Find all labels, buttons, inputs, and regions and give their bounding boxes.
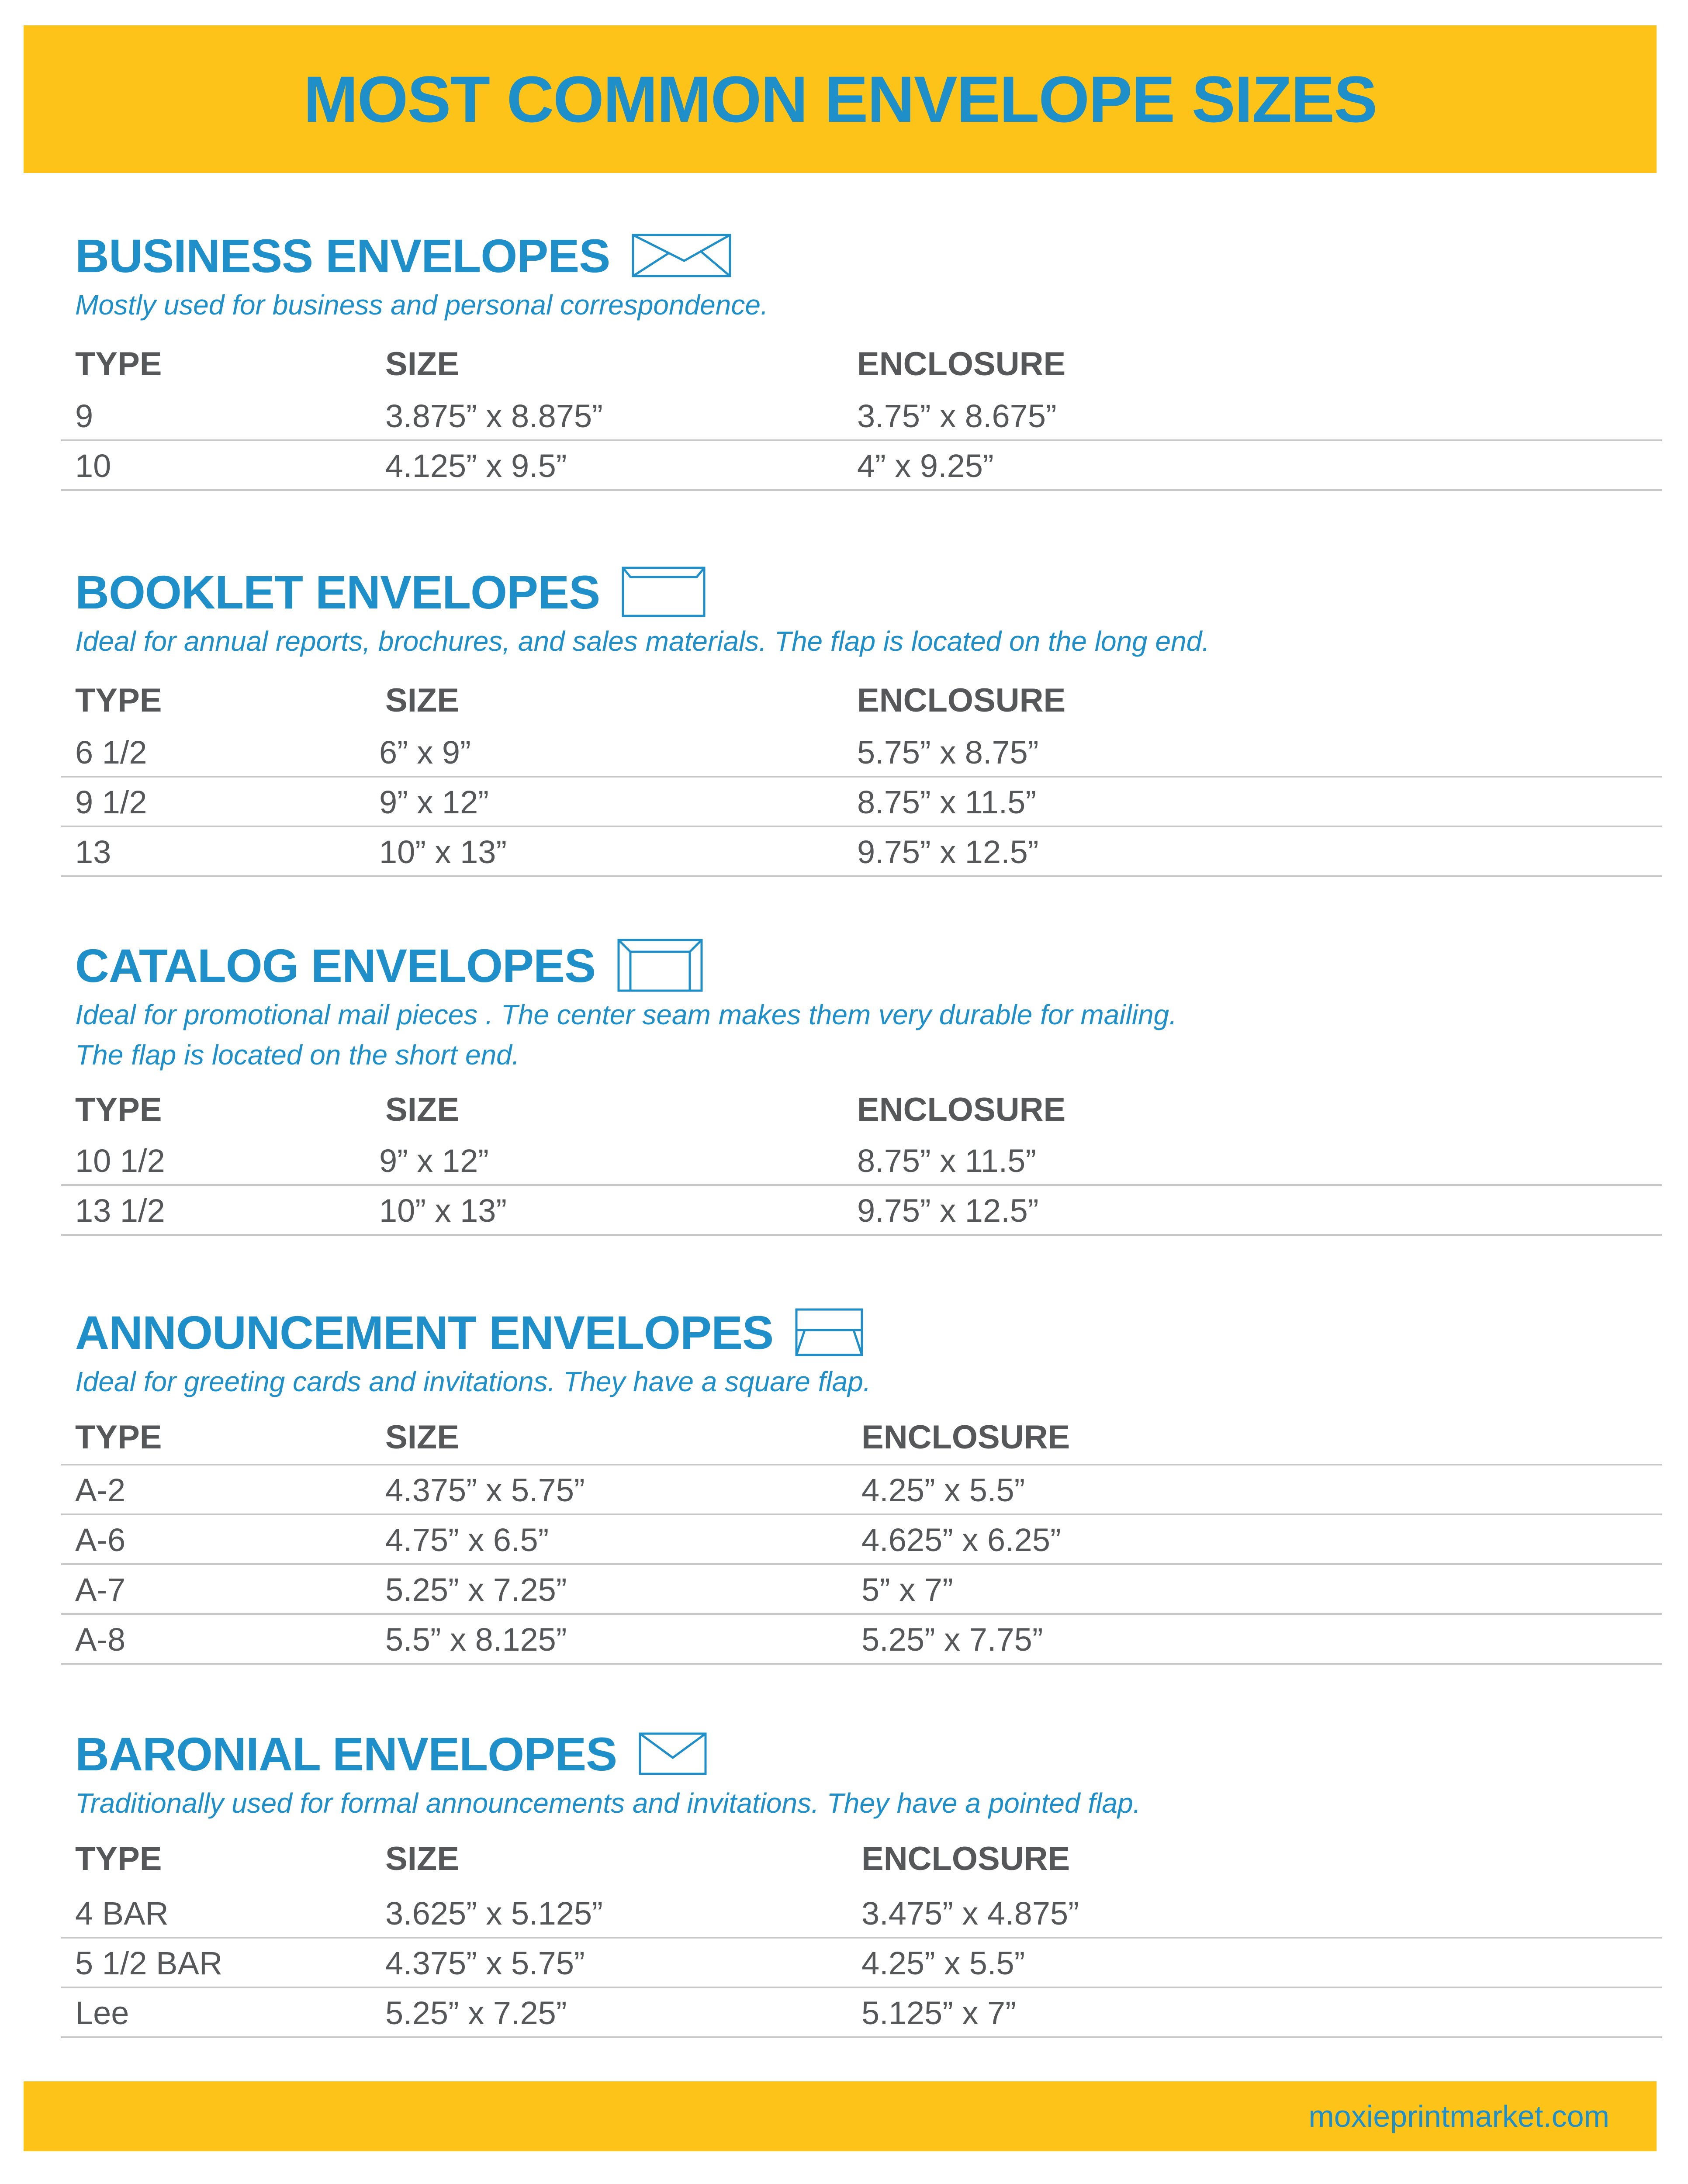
column-header-size: SIZE: [385, 1091, 459, 1128]
business-envelope-icon: [632, 234, 731, 277]
cell-type: 10 1/2: [75, 1143, 165, 1179]
cell-enclosure: 5” x 7”: [861, 1572, 953, 1608]
table-row: [61, 778, 1662, 827]
section-title: BOOKLET ENVELOPES: [75, 565, 600, 619]
cell-type: A-6: [75, 1522, 126, 1558]
cell-size: 10” x 13”: [379, 834, 507, 870]
cell-type: 9: [75, 398, 93, 434]
table-row: [61, 1615, 1662, 1665]
column-header-enclosure: ENCLOSURE: [857, 346, 1066, 383]
cell-enclosure: 5.75” x 8.75”: [857, 734, 1039, 771]
table-row: [61, 1565, 1662, 1615]
cell-size: 3.875” x 8.875”: [385, 398, 603, 434]
table-row: [61, 441, 1662, 491]
table-row: [61, 1186, 1662, 1236]
section-header: [75, 1304, 863, 1361]
cell-type: 13 1/2: [75, 1192, 165, 1229]
cell-enclosure: 3.475” x 4.875”: [861, 1895, 1079, 1932]
table-row: [61, 1988, 1662, 2038]
cell-size: 4.375” x 5.75”: [385, 1945, 585, 1981]
section-header: [75, 563, 706, 620]
cell-size: 9” x 12”: [379, 1143, 489, 1179]
section-title: CATALOG ENVELOPES: [75, 939, 596, 992]
cell-enclosure: 5.25” x 7.75”: [861, 1621, 1043, 1658]
column-header-enclosure: ENCLOSURE: [857, 682, 1066, 719]
section-header: [75, 937, 703, 994]
column-header-type: TYPE: [75, 682, 162, 719]
page-title: MOST COMMON ENVELOPE SIZES: [303, 62, 1377, 136]
cell-size: 4.125” x 9.5”: [385, 448, 567, 484]
cell-type: 13: [75, 834, 111, 870]
column-header-type: TYPE: [75, 1840, 162, 1877]
section-title: ANNOUNCEMENT ENVELOPES: [75, 1306, 774, 1359]
cell-size: 9” x 12”: [379, 784, 489, 820]
cell-enclosure: 4” x 9.25”: [857, 448, 994, 484]
table-row: [61, 1136, 1662, 1186]
cell-type: 6 1/2: [75, 734, 147, 771]
column-header-size: SIZE: [385, 346, 459, 383]
column-header-enclosure: ENCLOSURE: [857, 1091, 1066, 1128]
table-row: [61, 827, 1662, 877]
section-description: Mostly used for business and personal correspondence.: [75, 289, 768, 321]
header-divider-row: [61, 1416, 1662, 1465]
cell-enclosure: 4.25” x 5.5”: [861, 1472, 1025, 1508]
cell-enclosure: 3.75” x 8.675”: [857, 398, 1057, 434]
column-header-size: SIZE: [385, 682, 459, 719]
website-link[interactable]: moxieprintmarket.com: [1308, 2099, 1609, 2133]
table-row: [61, 1465, 1662, 1515]
row-divider: [61, 1663, 1662, 1665]
row-divider: [61, 875, 1662, 877]
cell-size: 5.5” x 8.125”: [385, 1621, 567, 1658]
table-row: [61, 391, 1662, 441]
section-header: [75, 1725, 707, 1782]
cell-size: 5.25” x 7.25”: [385, 1572, 567, 1608]
cell-size: 4.375” x 5.75”: [385, 1472, 585, 1508]
cell-size: 10” x 13”: [379, 1192, 507, 1229]
cell-type: A-2: [75, 1472, 126, 1508]
row-divider: [61, 2036, 1662, 2038]
section-description: Ideal for greeting cards and invitations. They have a square flap.: [75, 1366, 871, 1397]
baronial-envelope-icon: [639, 1732, 707, 1775]
table-row: [61, 728, 1662, 778]
row-divider: [61, 489, 1662, 491]
cell-size: 6” x 9”: [379, 734, 471, 771]
section-title: BUSINESS ENVELOPES: [75, 229, 610, 282]
cell-size: 5.25” x 7.25”: [385, 1995, 567, 2031]
section-description-line-2: The flap is located on the short end.: [75, 1039, 520, 1071]
section-title: BARONIAL ENVELOPES: [75, 1727, 617, 1780]
cell-enclosure: 9.75” x 12.5”: [857, 834, 1039, 870]
announcement-envelope-icon: [795, 1308, 863, 1356]
cell-enclosure: 8.75” x 11.5”: [857, 1143, 1036, 1179]
cell-enclosure: 5.125” x 7”: [861, 1995, 1016, 2031]
cell-type: A-8: [75, 1621, 126, 1658]
cell-type: 5 1/2 BAR: [75, 1945, 223, 1981]
column-header-type: TYPE: [75, 1091, 162, 1128]
cell-enclosure: 8.75” x 11.5”: [857, 784, 1036, 820]
table-row: [61, 1889, 1662, 1939]
cell-type: 4 BAR: [75, 1895, 169, 1932]
cell-enclosure: 4.625” x 6.25”: [861, 1522, 1061, 1558]
table-row: [61, 1515, 1662, 1565]
footer-banner: [24, 2081, 1657, 2151]
table-row: [61, 1939, 1662, 1988]
row-divider: [61, 1234, 1662, 1236]
title-banner: [24, 25, 1657, 173]
column-header-enclosure: ENCLOSURE: [861, 1419, 1070, 1456]
booklet-envelope-icon: [622, 567, 706, 617]
cell-type: Lee: [75, 1995, 129, 2031]
column-header-size: SIZE: [385, 1840, 459, 1877]
section-description: Traditionally used for formal announcements and invitations. They have a pointed flap.: [75, 1787, 1141, 1819]
cell-type: 10: [75, 448, 111, 484]
cell-type: 9 1/2: [75, 784, 147, 820]
column-header-enclosure: ENCLOSURE: [861, 1840, 1070, 1877]
column-header-type: TYPE: [75, 346, 162, 383]
cell-enclosure: 9.75” x 12.5”: [857, 1192, 1039, 1229]
cell-size: 4.75” x 6.5”: [385, 1522, 549, 1558]
section-header: [75, 227, 731, 284]
cell-type: A-7: [75, 1572, 126, 1608]
cell-size: 3.625” x 5.125”: [385, 1895, 603, 1932]
column-header-size: SIZE: [385, 1419, 459, 1456]
section-description: Ideal for promotional mail pieces . The center seam makes them very durable for mailing.: [75, 999, 1177, 1030]
cell-enclosure: 4.25” x 5.5”: [861, 1945, 1025, 1981]
catalog-envelope-icon: [617, 939, 703, 992]
column-header-type: TYPE: [75, 1419, 162, 1456]
section-description: Ideal for annual reports, brochures, and sales materials. The flap is located on the long end.: [75, 625, 1210, 657]
